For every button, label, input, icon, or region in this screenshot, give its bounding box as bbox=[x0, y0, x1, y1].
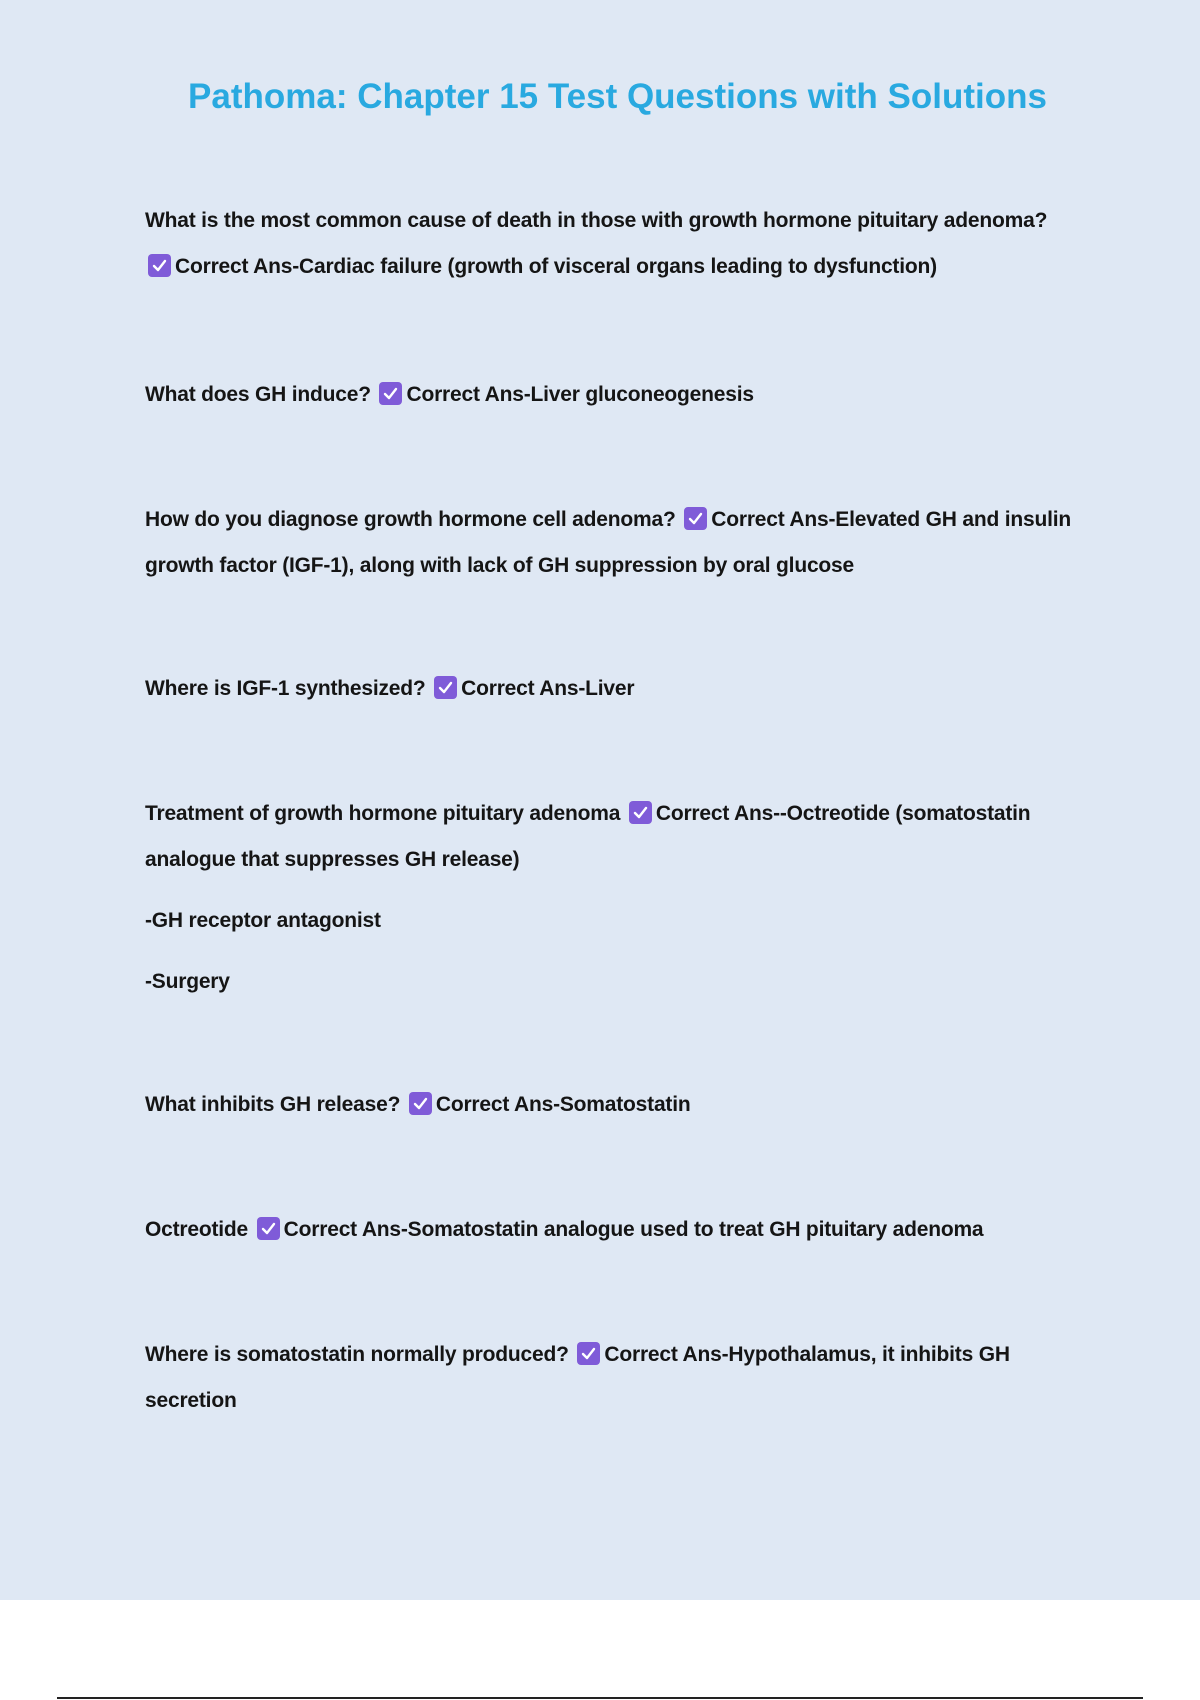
question-text: Where is somatostatin normally produced? bbox=[145, 1343, 569, 1366]
checkbox-checked-icon bbox=[684, 507, 707, 530]
question-text: What does GH induce? bbox=[145, 383, 371, 406]
answer-text: Correct Ans-Somatostatin bbox=[435, 1093, 691, 1116]
checkbox-checked-icon bbox=[257, 1217, 280, 1240]
answer-text: Correct Ans-Liver bbox=[461, 677, 635, 700]
answer-text: Correct Ans-Elevated GH and insulin growth factor (IGF-1), along with lack of GH suppression by oral glucose bbox=[145, 508, 1072, 577]
answer-text: Correct Ans-Cardiac failure (growth of visceral organs leading to dysfunction) bbox=[175, 255, 937, 278]
answer-text: Correct Ans-Hypothalamus, it inhibits GH secretion bbox=[145, 1343, 1010, 1412]
qa-item-8 bbox=[145, 1332, 1095, 1424]
qa-item-7 bbox=[145, 1207, 1095, 1253]
footer-divider bbox=[57, 1697, 1143, 1699]
checkbox-checked-icon bbox=[577, 1342, 600, 1365]
page-title: Pathoma: Chapter 15 Test Questions with Solutions bbox=[188, 77, 1047, 116]
answer-extra-line: -Surgery bbox=[145, 970, 230, 993]
qa-item-5 bbox=[145, 791, 1095, 883]
qa-item-6 bbox=[145, 1082, 1095, 1128]
checkbox-checked-icon bbox=[379, 382, 402, 405]
question-text: Octreotide bbox=[145, 1218, 249, 1241]
qa-item-2 bbox=[145, 372, 1095, 418]
question-text: What inhibits GH release? bbox=[145, 1093, 401, 1116]
answer-text: Correct Ans-Somatostatin analogue used to treat GH pituitary adenoma bbox=[283, 1218, 984, 1241]
qa-item-4 bbox=[145, 666, 1095, 712]
question-text: Treatment of growth hormone pituitary adenoma bbox=[145, 802, 621, 825]
question-text: What is the most common cause of death in those with growth hormone pituitary adenoma? bbox=[145, 209, 1048, 232]
checkbox-checked-icon bbox=[409, 1092, 432, 1115]
checkbox-checked-icon bbox=[434, 676, 457, 699]
question-text: How do you diagnose growth hormone cell adenoma? bbox=[145, 508, 676, 531]
answer-text: Correct Ans--Octreotide (somatostatin analogue that suppresses GH release) bbox=[145, 802, 1031, 871]
qa-item-3 bbox=[145, 497, 1095, 589]
checkbox-checked-icon bbox=[148, 254, 171, 277]
answer-extra-line: -GH receptor antagonist bbox=[145, 909, 381, 932]
answer-text: Correct Ans-Liver gluconeogenesis bbox=[406, 383, 754, 406]
checkbox-checked-icon bbox=[629, 801, 652, 824]
question-text: Where is IGF-1 synthesized? bbox=[145, 677, 426, 700]
qa-item-1 bbox=[145, 198, 1095, 290]
